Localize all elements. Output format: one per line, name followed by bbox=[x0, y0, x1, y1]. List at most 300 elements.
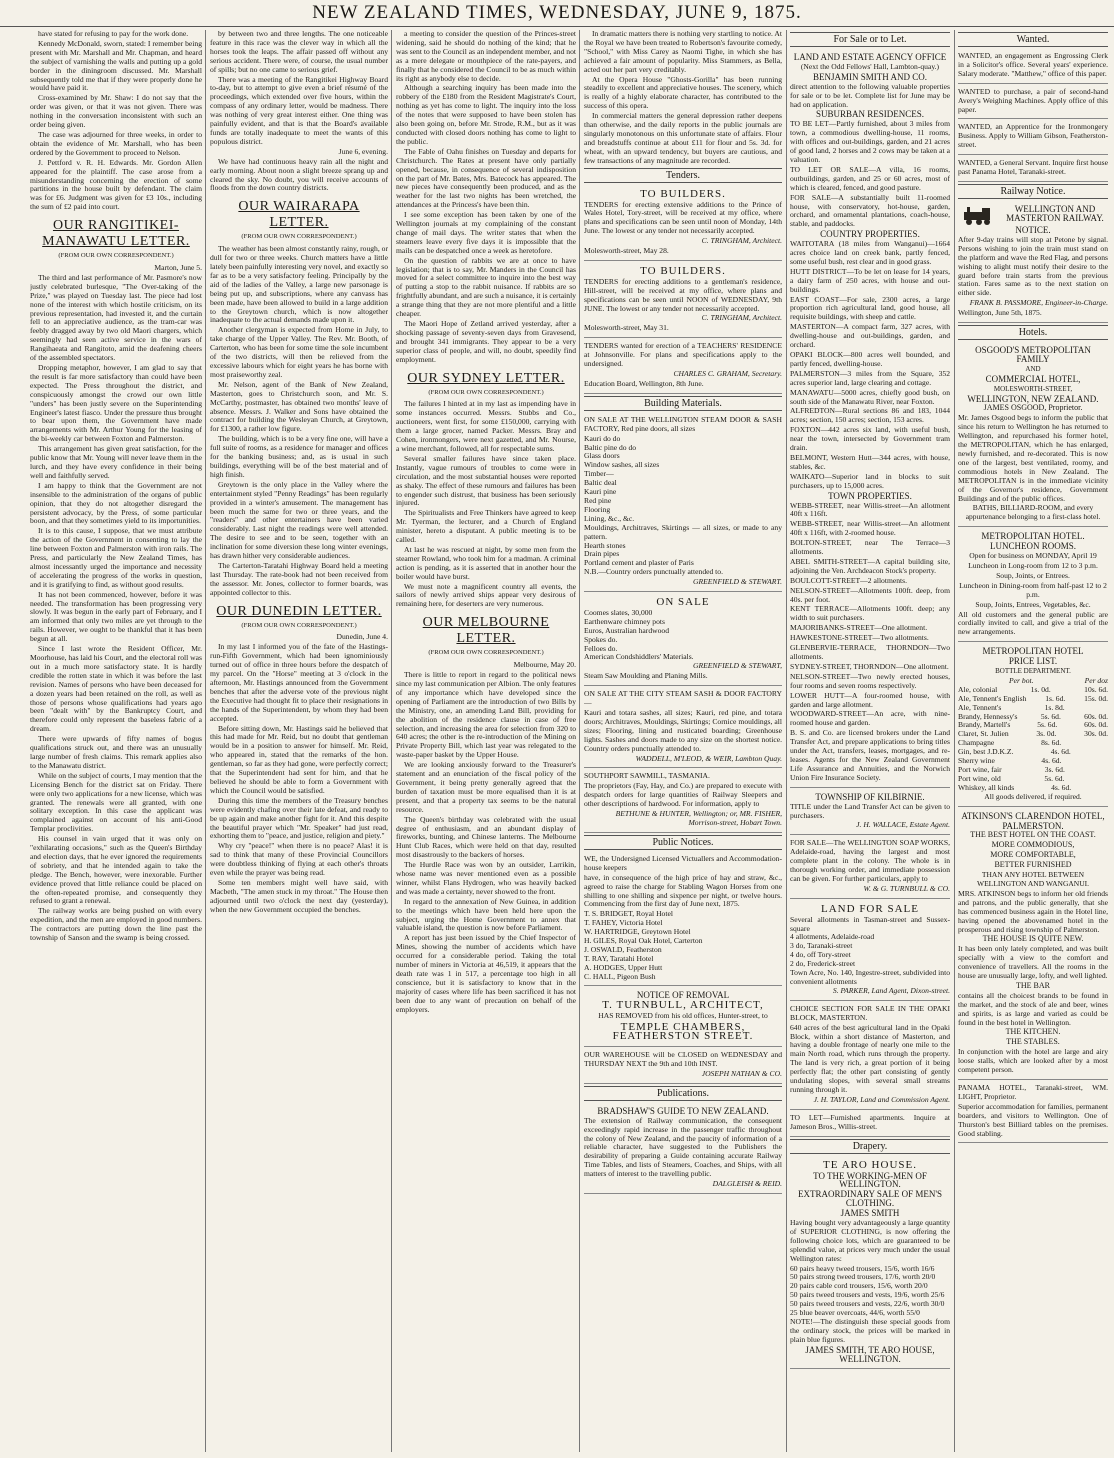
column-rule bbox=[205, 30, 206, 1452]
ad-subhead: TOWN PROPERTIES. bbox=[828, 490, 912, 501]
ad-title: ATKINSON'S CLARENDON HOTEL, bbox=[961, 810, 1105, 821]
section-heading-drapery: Drapery. bbox=[790, 1139, 950, 1154]
price-bottle: 3s. 0d. bbox=[1036, 729, 1057, 739]
ad-text: Superior accommodation for families, permanent boarders, and visitors to Wellington. One of Thurston's best Billiard tables on the premises. Good stabling. bbox=[958, 1101, 1108, 1138]
list-item: 60 pairs heavy tweed trousers, 15/6, worth 16/6 bbox=[790, 1263, 935, 1273]
notice-ad bbox=[584, 853, 782, 986]
paragraph: The Queen's birthday was celebrated with the usual degree of enthusiasm, and an abundant display of fireworks, bunting, and Chinese lanterns. The Melbourne Hunt Club Races, which were held on that day, resulted most disastrously to the backers of horses. bbox=[396, 814, 576, 860]
ad-address: Molesworth-street, May 31. bbox=[584, 323, 669, 333]
ad-note: BATHS, BILLIARD-ROOM, and every appurtenance belonging to a first-class hotel. bbox=[965, 503, 1101, 522]
column-6 bbox=[958, 30, 1108, 1452]
ad-text: After 9-day trains will stop at Petone by signal. Persons wishing to join the train must stand on the platform and wave the Red Flag, and persons wishing to alight must notify their desire to the guard before train starts from the previous station. Fares same as to the next station on either side. bbox=[958, 234, 1108, 298]
property-item: GLENBERVIE-TERRACE, THORNDON—Two allotments. bbox=[790, 643, 950, 661]
ad-note: B. S. and Co. are licensed brokers under the Land Transfer Act, and prepare applications to bring titles under the Act, transfers, leases, mortgages, and re-leases. Agents for the New Zealand Government Life Assurance and Annuities, and the Norwich Union Fire Insurance Society. bbox=[790, 728, 950, 782]
wanted-ad bbox=[958, 86, 1108, 120]
property-item: WAITOTARA (18 miles from Wanganui)—1664 acres choice land on creek bank, partly fenced, some useful bush, rest clear and in good grass. bbox=[790, 239, 950, 266]
section-heading-materials: Building Materials. bbox=[584, 396, 782, 411]
paragraph: The railway works are being pushed on with every expedition, and the men are employed in good numbers. The contractors are putting down the line past the township of Sanson and the swamp is being crossed. bbox=[30, 906, 202, 943]
sawmill-ad bbox=[584, 770, 782, 832]
ad-name: BENJAMIN SMITH AND CO. bbox=[812, 71, 927, 82]
warehouse-notice bbox=[584, 1049, 782, 1084]
byline: (FROM OUR OWN CORRESPONDENT.) bbox=[58, 252, 174, 260]
list-item: 3 do, Taranaki-street bbox=[790, 941, 853, 951]
ad-title: TE ARO HOUSE. bbox=[823, 1158, 917, 1171]
list-item: Lining, &c., &c. bbox=[584, 513, 635, 523]
ad-list bbox=[584, 910, 782, 981]
ad-subhead: COUNTRY PROPERTIES. bbox=[820, 229, 920, 240]
list-item: 4 allotments, Adelaide-road bbox=[790, 932, 875, 942]
ad-signature: DALGLEISH & REID. bbox=[712, 1179, 782, 1189]
paragraph: In my last I informed you of the fate of the Hastings-run-Fifth Government, which had been ignominiously turned out of office in three hours before the despatch of my parcel. On the "Horse" meeting at 3 o'clock in the afternoon, Mr. Hastings announced from the Government benches that after the adverse vote of the previous night the Executive had thought fit to place their resignations in the hands of the Superintendent, by whom they had been accepted. bbox=[210, 642, 388, 723]
ad-note: All old customers and the general public are cordially invited to call, and give a trial of the new arrangements. bbox=[958, 609, 1108, 637]
ad-address: Education Board, Wellington, 8th June. bbox=[584, 378, 704, 388]
ad-subhead: THE BAR bbox=[1016, 980, 1050, 990]
list-item: T. FAHEY, Victoria Hotel bbox=[584, 918, 663, 928]
paragraph: At last he was rescued at night, by some men from the steamer Rowland, who took him for a madman. A criminal action is pending, as it is asserted that in another hour the boiler would have burst. bbox=[396, 544, 576, 581]
price-item: Ale, Tennent's bbox=[958, 702, 1002, 712]
paragraph: The weather has been almost constantly rainy, rough, or dull for two or three weeks. Church matters have a little lately been painfully interesting very novel, and exactly so far as to be a very satisfactory feeling. Principally by the aid of the ladies of the Valley, a large new parsonage is being put up, and subscriptions, where any canvass has been made, have been allowed to build in a large addition to the Greytown church, which is now altogether inadequate to the actual demands made upon it. bbox=[210, 244, 388, 325]
column-rule bbox=[579, 30, 580, 1452]
price-item: Ale, Tennent's English bbox=[958, 693, 1027, 703]
list-item: Timber— bbox=[584, 469, 614, 479]
paragraph: Why cry "peace!" when there is no peace? Alas! it is sad to think that many of these Provincial Councillors were doubtless thinking of flying at each other's throats even while the prayer was being read. bbox=[210, 841, 388, 878]
byline: (FROM OUR OWN CORRESPONDENT.) bbox=[428, 388, 544, 396]
price-item: Sherry wine bbox=[958, 756, 995, 766]
wanted-ad bbox=[958, 50, 1108, 84]
property-item: WEBB-STREET, near Willis-street—An allotment 40ft x 116ft. bbox=[790, 500, 950, 519]
ad-title: METROPOLITAN HOTEL bbox=[982, 646, 1084, 657]
paragraph: I see some exception has been taken by one of the Wellington journals at my complaining of the constant change of mail days. The writer states that when the steamers leave every five days it is impossible that the mails can be despatched once a week as heretofore. bbox=[396, 210, 576, 255]
ad-text: In conjunction with the hotel are large and airy loose stalls, which are looked after by a most competent person. bbox=[958, 1047, 1108, 1075]
ad-list bbox=[790, 1265, 950, 1318]
luncheon-ad bbox=[958, 529, 1108, 642]
section-heading-for-sale: For Sale or to Let. bbox=[790, 32, 950, 47]
price-item: Port wine, old bbox=[958, 773, 1001, 783]
ad-address: Steam Saw Moulding and Planing Mills. bbox=[584, 671, 708, 681]
ad-title: TO BUILDERS. bbox=[640, 264, 726, 277]
list-item: Spokes do. bbox=[584, 634, 618, 644]
list-item: Baltic pine do do bbox=[584, 442, 637, 452]
paragraph: by between two and three lengths. The one noticeable feature in this race was the clever way in which all the horses took the leaps. The affair passed off without any serious accident. There were, of course, the usual number of spills; but no one came to serious grief. bbox=[210, 30, 388, 74]
paragraph: In dramatic matters there is nothing very startling to notice. At the Royal we have been treated to Robertson's favourite comedy, "School," with Miss Carey as Naomi Tighe, in which she has achieved a fair amount of popularity. Miss Stammers, as Bella, acted out her part very creditably. bbox=[584, 30, 782, 74]
ad-subhead: THE STABLES. bbox=[1006, 1037, 1060, 1047]
ad-signature: J. H. WALLACE, Estate Agent. bbox=[856, 820, 950, 830]
property-item: ABEL SMITH-STREET—A capital building site, adjoining the Ven. Archdeacon Stock's property. bbox=[790, 556, 950, 575]
materials-ad bbox=[584, 688, 782, 768]
ad-text: TITLE under the Land Transfer Act can be given to purchasers. bbox=[790, 801, 950, 820]
ad-text: The extension of Railway communication, the consequent exceedingly rapid increase in the passenger traffic throughout the colony of New Zealand, and the paucity of information of a reliable character, have suggested to the Publishers the desirability of preparing a Guide containing accurate Railway Time Tables, and lists of Steamers, Coaches, and Ships, with all matters of interest to the travelling public. bbox=[584, 1115, 782, 1179]
tolet-ad bbox=[790, 1112, 950, 1137]
price-dozen: 10s. 6d. bbox=[1084, 684, 1108, 694]
byline: (FROM OUR OWN CORRESPONDENT.) bbox=[241, 233, 357, 241]
paragraph: We are looking anxiously forward to the Treasurer's statement and an enunciation of the fiscal policy of the Government, it being pretty generally agreed that the burden of taxation must be more equalised than it is at present, and that a property tax seems to be the natural resource. bbox=[396, 760, 576, 814]
publication-ad bbox=[584, 1104, 782, 1194]
price-bottle: 1s. 6d. bbox=[1045, 693, 1066, 703]
list-item: 4 do, off Tory-street bbox=[790, 950, 851, 960]
paragraph: The Fable of Oahu finishes on Tuesday and departs for Christchurch. The Rates at present have only partially opened, because, in consequence of several indisposition on the part of Mr. Bates, Mrs. Batecock has appeared. The new pieces have consequently been produced, and as the weather for the last two nights has been wretched, the attendances at the Princess's have been thin. bbox=[396, 146, 576, 210]
ad-text: 640 acres of the best agricultural land in the Opaki Block, within a short distance of Masterton, and having a double frontage of nearly one mile to the main North road, which runs through the property. The land is very rich, a great portion of it being perfectly flat; the other part consisting of gently undulating slopes, with several small streams running through it. bbox=[790, 1022, 950, 1094]
property-item: HAWKESTONE-STREET—Two allotments. bbox=[790, 633, 929, 643]
paragraph: His counsel in vain urged that it was only on "exhilarating occasions," such as the Queen's Birthday and election days, that he ever ignored the requirements of sobriety, and that he intended again to take the pledge. The Bench, however, were inexorable. Further evidence proved that little reliance could be placed on the often-repeated promise, and consequently they refused to grant a renewal. bbox=[30, 834, 202, 906]
ad-list bbox=[790, 916, 950, 987]
ad-signature: FRANK B. PASSMORE, Engineer-in-Charge. bbox=[969, 298, 1108, 308]
price-bottle: 5s. 6d. bbox=[1044, 773, 1065, 783]
ad-text: WANTED, a General Servant. Inquire first house past Panama Hotel, Taranaki-street. bbox=[958, 158, 1108, 177]
ad-name: JAMES SMITH bbox=[840, 1208, 900, 1219]
column-2 bbox=[210, 30, 388, 1452]
property-item: SYDNEY-STREET, THORNDON—One allotment. bbox=[790, 661, 949, 671]
ad-title: BRADSHAW'S GUIDE TO NEW ZEALAND. bbox=[597, 1105, 769, 1116]
property-item: LOWER HUTT—A four-roomed house, with garden and large allotment. bbox=[790, 690, 950, 709]
price-bottle: 4s. 6d. bbox=[1051, 782, 1072, 792]
ad-name: T. TURNBULL, ARCHITECT, bbox=[602, 999, 764, 1012]
ad-note: NOTE!—The distinguish these special goods from the ordinary stock, the prices will be marked in plain blue figures. bbox=[790, 1317, 950, 1344]
ad-subtitle: (Next the Odd Fellows' Hall, Lambton-quay.) bbox=[800, 61, 940, 71]
list-item: Drain pipes bbox=[584, 549, 620, 559]
property-item: MAJORIBANKS-STREET—One allotment. bbox=[790, 623, 928, 633]
ad-lead: ON SALE AT THE WELLINGTON STEAM DOOR & SASH FACTORY, Red pine doors, all sizes bbox=[584, 414, 782, 433]
ad-text: TENDERS wanted for erection of a TEACHERS' RESIDENCE at Johnsonville. For plans and specifications apply to the undersigned. bbox=[584, 341, 782, 369]
paragraph: Another clergyman is expected from Home in July, to take charge of the Upper Valley. The Rev. Mr. Booth, of Carterton, who has been for some time the sole incumbent of the two districts, will then be relieved from the excessive labours which for eight years he has borne with most praiseworthy zeal. bbox=[210, 325, 388, 379]
dateline: Marton, June 5. bbox=[154, 263, 202, 273]
price-bottle: 8s. 6d. bbox=[1041, 738, 1062, 748]
property-item: TO LET OR SALE—A villa, 16 rooms, outbuildings, garden, and 25 or 60 acres, most of which is cleared, fenced, and good pasture. bbox=[790, 164, 950, 192]
opaki-ad bbox=[790, 1003, 950, 1110]
paragraph: a meeting to consider the question of the Princes-street widening, said he should do nothing of the kind; that he was sent to the Council as an independent member, and not as a mere delegate or mouthpiece of the rate-payers, and finally that he considered the Council to be as much within its right as anybody else to decide. bbox=[396, 30, 576, 83]
property-item: FOXTON—442 acres six land, with useful bush, near the town, intersected by Government tram drain. bbox=[790, 425, 950, 453]
list-item: Several allotments in Tasman-street and Sussex-square bbox=[790, 914, 950, 933]
paragraph: It has not been commenced, however, before it was needed. The transformation has been progressing very slowly. It was begun in the early part of February, and I am informed that only two miles are yet through to the rails. However, we ought to be thankful that it has been begun at all. bbox=[30, 589, 202, 644]
property-item: BOLTON-STREET, near The Terrace—3 allotments. bbox=[790, 538, 950, 557]
section-heading-notices: Public Notices. bbox=[584, 835, 782, 850]
paragraph: Several smaller failures have since taken place. Instantly, vague rumours of troubles to come were in circulation, and the most substantial houses were reported as shaky. The effect of these rumours and failures has been to engender such distrust, that business has been seriously injured. bbox=[396, 453, 576, 508]
ad-lead: PANAMA HOTEL, Taranaki-street, WM. LIGHT, Proprietor. bbox=[958, 1083, 1108, 1101]
ad-line: THAN ANY HOTEL BETWEEN WELLINGTON AND WANGANUI. bbox=[977, 870, 1089, 888]
property-item: HUTT DISTRICT—To be let on lease for 14 years, a dairy farm of 250 acres, with house and out-buildings. bbox=[790, 266, 950, 294]
paragraph: I am happy to think that the Government are not insensible to the administration of the organs of public opinion, that they do not altogether disregard the persistent advocacy, by the Press, of some particular boon, and that they sometimes yield to its importunities. bbox=[30, 480, 202, 526]
ad-text: OUR WAREHOUSE will be CLOSED on WEDNESDAY and THURSDAY NEXT the 9th and 10th INST. bbox=[584, 1050, 782, 1068]
column-4 bbox=[584, 30, 782, 1452]
ad-subtitle: TO THE WORKING-MEN OF WELLINGTON. bbox=[813, 1170, 927, 1190]
removal-notice bbox=[584, 988, 782, 1048]
paragraph: Since I last wrote the Resident Officer, Mr. Moorhouse, has laid his Court, and the electoral roll was out in a much more satisfactory state. It is hardly credible the rotten state in which it was before the last revision. Names of persons who have been deceased for a dozen years had been retained on the roll, as well as those of persons whose qualifications had years ago been "dealt with" by the Bankruptcy Court, and therefore could only represent the baseless fabric of a dream. bbox=[30, 644, 202, 734]
paragraph: The third and last performance of Mr. Pasmore's now justly celebrated burlesque, "The Over-taking of the Prize," was played on Tuesday last. The piece had lost none of the interest with which hostile criticism, on its previous representation, had invested it, and the curtain fell to an appreciative audience, as the tram-car was feebly dragged away by two old Maori chargers, which seemingly had seen active service in the wars of Rangihaeata and Rangitoto, amid the deafening cheers of the assembled spectators. bbox=[30, 272, 202, 363]
list-item: 25 blue beaver overcoats, 44/6, worth 55/0 bbox=[790, 1308, 920, 1318]
ad-text: MRS. ATKINSON begs to inform her old friends and patrons, and the public generally, that she has commenced business again in the Hotel line, having opened the abovenamed hotel in the prosperous and rising township of Palmerston. bbox=[958, 888, 1108, 934]
ad-signature: W. & G. TURNBULL & CO. bbox=[863, 883, 950, 893]
price-bottle: 5s. 6d. bbox=[1037, 720, 1058, 730]
list-item: T. S. BRIDGET, Royal Hotel bbox=[584, 909, 673, 919]
list-item: American Condshiddlers' Materials. bbox=[584, 652, 694, 662]
ad-subtitle: WELLINGTON, NEW ZEALAND. bbox=[967, 393, 1099, 404]
price-list-ad bbox=[958, 644, 1108, 806]
property-item: BOULCOTT-STREET—2 allotments. bbox=[790, 575, 907, 585]
list-item: Earthenware chimney pots bbox=[584, 616, 665, 626]
wanted-ad bbox=[958, 121, 1108, 155]
paragraph: Greytown is the only place in the Valley where the entertainment styled "Penny Readings" has been regularly provided in a winter's amusement. The management has been much the same for two or three years, and the "readers" and other entertainers have been varied considerably. Last night the readings were well attended. The desire to see and to be seen, together with an inclination for some diversion these long winter evenings, has drawn hither very considerable audiences. bbox=[210, 479, 388, 561]
ad-title: LAND AND ESTATE AGENCY OFFICE bbox=[793, 52, 947, 62]
atkinson-hotel-ad bbox=[958, 809, 1108, 1080]
ad-text: WANTED, an Apprentice for the Ironmongery Business. Apply to William Gibson, Featherston-street. bbox=[958, 122, 1108, 150]
ad-text: Mr. James Osgood begs to inform the public that since his return to Wellington he has returned to Wellington, and repurchased his former hotel, the METROPOLITAN, which he has enlarged, newly furnished, and re-decorated. This is now one of the largest, best ventilated, roomy, and commodious hotels in New Zealand. The METROPOLITAN is in the immediate vicinity of the Governor's residence, Government Buildings and of the public offices. bbox=[958, 413, 1108, 503]
property-item: WEBB-STREET, near Willis-street—An allotment 40ft x 116ft, with 2-roomed house. bbox=[790, 519, 950, 538]
ad-text: Soup, Joints, Entrees, Vegetables, &c. bbox=[975, 599, 1091, 609]
paragraph: Although a searching inquiry has been made into the robbery of the £180 from the Resident Magistrate's Court, nothing as yet has come to light. The inquiry into the loss of the notes that were supposed to have been stolen has also been going on, before Mr. Strode, R.M., but as it was conducted with closed doors nothing has come to light to the public. bbox=[396, 83, 576, 146]
te-aro-ad bbox=[790, 1157, 950, 1369]
price-dozen: 30s. 0d. bbox=[1084, 729, 1108, 739]
ad-text: It has been only lately completed, and was built specially with a view to the comfort and convenience of travellers. All the rooms in the house are unusually large, lofty, and well lighted. bbox=[958, 944, 1108, 981]
list-item: Mouldings, Architraves, Skirtings — all sizes, or made to any pattern. bbox=[584, 522, 782, 541]
ad-title: METROPOLITAN HOTEL. bbox=[981, 531, 1085, 542]
property-item: PALMERSTON—3 miles from the Square, 352 acres superior land, large clearing and cottage. bbox=[790, 368, 950, 387]
property-item: OPAKI BLOCK—800 acres well bounded, and partly fenced, dwelling-house. bbox=[790, 350, 950, 368]
paragraph: There were upwards of fifty names of bogus qualifications struck out, and there was an unusually large number of fresh claims. This remark applies also to the Manawatu district. bbox=[30, 734, 202, 770]
ad-subtitle: MOLESWORTH-STREET, bbox=[993, 384, 1073, 393]
column-rule bbox=[391, 30, 392, 1452]
ad-line: BETTER FURNISHED bbox=[994, 860, 1072, 870]
list-item: Felloes do. bbox=[584, 643, 618, 653]
property-item: KENT TERRACE—Allotments 100ft. deep; any width to suit purchasers. bbox=[790, 604, 950, 623]
dateline: Melbourne, May 20. bbox=[513, 660, 576, 670]
ad-list bbox=[584, 435, 782, 569]
paragraph: The Spiritualists and Free Thinkers have agreed to keep Mr. Tyerman, the lecturer, and a Church of England minister, hereto a disputant. A public meeting is to be called. bbox=[396, 508, 576, 545]
ad-subhead: THE KITCHEN. bbox=[1005, 1027, 1061, 1037]
ad-title: OSGOOD'S METROPOLITAN FAMILY bbox=[975, 345, 1091, 364]
list-item: 50 pairs strong tweed trousers, 17/6, worth 20/0 bbox=[790, 1272, 936, 1282]
paragraph: There is little to report in regard to the political news since my last communication per Albion. The only features of any importance which have developed since the opening of Parliament are the introduction of two Bills by the Ministry, one, an amending Land Bill, providing for the abolition of the residence clause in case of free selection, and increasing the area for selection from 320 to 640 acres; the other is the re-introduction of the Mining on Private Property Bill, which last year was relegated to the waste-paper basket by the Upper House. bbox=[396, 670, 576, 760]
ad-title: TO BUILDERS. bbox=[640, 187, 726, 200]
ad-text: Kauri and totara sashes, all sizes; Kauri, red pine, and totara doors; Architraves, Mouldings, Skirtings; Cornice mouldings, all sizes; Flooring, lining and rusticated boarding; Greenhouse lights. Sashes and doors made to any size on the shortest notice. Country orders punctually attended to. bbox=[584, 708, 782, 753]
list-item: Town Acre, No. 140, Ingestre-street, subdivided into convenient allotments bbox=[790, 968, 950, 986]
property-item: MASTERTON—A compact farm, 327 acres, with dwelling-house and out-buildings, garden, and orchard. bbox=[790, 322, 950, 350]
list-item: Coomes slates, 30,000 bbox=[584, 607, 653, 617]
ad-list bbox=[584, 609, 782, 662]
article-heading: OUR RANGITIKEI-MANAWATU LETTER. bbox=[42, 218, 190, 250]
tender-ad bbox=[584, 263, 782, 338]
paragraph: Mr. Nelson, agent of the Bank of New Zealand, Masterton, goes to Christchurch soon, and Mr. S. McCarthy, postmaster, has obtained two months' leave of absence. Messrs. J. Walker and Sons have obtained the contract for building the Wesleyan Church, at Greytown, for £1300, a rather low figure. bbox=[210, 379, 388, 434]
paragraph: At the Opera House "Ghosts-Gorilla" has been running steadily to excellent and appreciative houses. The scenery, which is really of a highly elaborate character, has contributed to the success of this opera. bbox=[584, 74, 782, 111]
ad-signature: CHARLES C. GRAHAM, Secretary. bbox=[673, 369, 782, 378]
column-3 bbox=[396, 30, 576, 1452]
paragraph: It is to this cause, I suppose, that we must attribute the action of the Government in consenting to lay the line between Foxton and Palmerston with iron rails. The Press, and particularly the New Zealand Times, has almost incessantly urged the importance and necessity of accelerating the progress of the works in question, and it is gratifying to find, as without good results. bbox=[30, 526, 202, 589]
list-item: H. GILES, Royal Oak Hotel, Carterton bbox=[584, 936, 703, 946]
property-item: NELSON-STREET—Allotments 100ft. deep, from 40s. per foot. bbox=[790, 585, 950, 604]
paragraph: In regard to the annexation of New Guinea, in addition to the meetings which have been held here upon the subject, urging the Home Government to annex that valuable island, the question is now before Parliament. bbox=[396, 896, 576, 933]
price-item: Brandy, Martell's bbox=[958, 720, 1011, 730]
ad-text: FOR SALE—The WELLINGTON SOAP WORKS, Adelaide-road, having the largest and most complete plant in the colony. The whole is in thorough working order, and immediate possession can be given. For further particulars, apply to bbox=[790, 838, 950, 883]
dateline: June 6, evening. bbox=[338, 146, 388, 156]
ad-signature: GREENFIELD & STEWART, bbox=[693, 661, 782, 671]
price-bottle: 1s. 8d. bbox=[1044, 702, 1065, 712]
property-item: EAST COAST—For sale, 2300 acres, a large proportion rich agricultural land, good house, all requisite buildings, with sheep and cattle. bbox=[790, 294, 950, 322]
property-item: WOODWARD-STREET—An acre, with nine-roomed house and garden. bbox=[790, 709, 950, 728]
property-item: FOR SALE—A substantially built 11-roomed house, with conservatory, hot-house, garden, orchard, and ornamental plantations, coach-house, stable, and paddocks. bbox=[790, 192, 950, 229]
ad-title: TOWNSHIP OF KILBIRNIE. bbox=[815, 791, 925, 802]
dateline: Dunedin, June 4. bbox=[336, 632, 388, 642]
land-ad bbox=[790, 901, 950, 1001]
ad-text: contains all the choicest brands to be found in the market, and the stock of ale and beer, wines and spirits, is as large and varied as could be found in the best hotel in Wellington. bbox=[958, 990, 1108, 1027]
property-item: MANAWATU—5000 acres, chiefly good bush, on south side of the Manawatu River, near Foxton. bbox=[790, 387, 950, 406]
ad-line: MORE COMMODIOUS, bbox=[991, 840, 1075, 850]
price-item: Brandy, Hennessy's bbox=[958, 711, 1018, 721]
paragraph: We must note a magnificent country all events, the sailors of newly arrived ships appear very desirous of remaining here, for deserters are very numerous. bbox=[396, 581, 576, 609]
ad-note: All goods delivered, if required. bbox=[984, 791, 1082, 801]
list-item: Kauri do do bbox=[584, 433, 621, 443]
ad-address: Wellington, June 5th, 1875. bbox=[958, 308, 1042, 318]
list-item: Window sashes, all sizes bbox=[584, 460, 660, 470]
ad-text: Luncheon in Long-room from 12 to 3 p.m. bbox=[968, 560, 1098, 570]
ad-lead: WE, the Undersigned Licensed Victuallers and Accommodation-house keepers bbox=[584, 853, 782, 872]
price-dozen: 60s. 0d. bbox=[1084, 711, 1108, 721]
price-header-cell: Per bot. bbox=[1009, 675, 1034, 685]
ad-text: direct attention to the following valuable properties for sale or to be let. Complete list for June may be had on application. bbox=[790, 81, 950, 109]
byline: (FROM OUR OWN CORRESPONDENT.) bbox=[241, 621, 357, 629]
ad-signature: GREENFIELD & STEWART. bbox=[693, 577, 782, 587]
paragraph: The failures I hinted at in my last as impending have in some instances occurred. Messrs. Stubbs and Co., auctioneers, went first, for some £150,000, carrying with them a large grocer, named Packer. Messrs. Bray and Cohen, ironmongers, were next gazetted, and Mr. Nourse, a wine merchant, followed, all for respectable sums. bbox=[396, 399, 576, 453]
tender-ad bbox=[584, 340, 782, 394]
price-item: Gin, best J.D.K.Z. bbox=[958, 747, 1014, 757]
ad-subhead: THE HOUSE IS QUITE NEW. bbox=[982, 934, 1084, 944]
ad-text: WANTED, an engagement as Engrossing Clerk in a Solicitor's office. Several years' experience. Salary moderate. "Matthew," office of this paper. bbox=[958, 51, 1108, 78]
list-item: 20 pairs cable cord trousers, 15/6, worth 20/0 bbox=[790, 1281, 928, 1291]
ad-footer: JAMES SMITH, TE ARO HOUSE, WELLINGTON. bbox=[805, 1344, 935, 1364]
paragraph: In commercial matters the general depression rather deepens than otherwise, and the daily reports in the public journals are singularly monotonous on this unfortunate state of affairs. Flour and breadstuffs continue at about £11 for flour and 5s. 3d. for wheat, with an upward tendency, but buyers are cautious, and few transactions of any magnitude are recorded. bbox=[584, 111, 782, 165]
price-bottle: 4s. 6d. bbox=[1050, 747, 1071, 757]
column-rule bbox=[954, 30, 955, 1452]
ad-text: Open for business on MONDAY, April 19 bbox=[969, 551, 1097, 561]
materials-ad bbox=[584, 414, 782, 592]
paragraph: Dropping metaphor, however, I am glad to say that the result is far more satisfactory than could have been expected. The Press throughout the district, and conspicuously amongst the crowd our own little "unders" has been justly severe on the Superintending Engineer's latest fiasco. Under the pressure thus brought to bear upon them, the Government have made arrangements with Mr. Arthur Young for the leasing of the bi-weekly car between Foxton and Palmerston. bbox=[30, 363, 202, 444]
railway-notice bbox=[958, 202, 1108, 323]
list-item: Red pine bbox=[584, 495, 612, 505]
list-item: Flooring bbox=[584, 504, 611, 514]
panama-hotel-ad bbox=[958, 1082, 1108, 1143]
ad-lead: CHOICE SECTION FOR SALE IN THE OPAKI BLOCK, MASTERTON. bbox=[790, 1003, 950, 1022]
ad-signature: JOSEPH NATHAN & CO. bbox=[701, 1068, 782, 1078]
list-item: J. OSWALD, Featherston bbox=[584, 944, 662, 954]
ad-signature: C. TRINGHAM, Architect. bbox=[701, 313, 782, 323]
ad-lead: ON SALE AT THE CITY STEAM SASH & DOOR FACTORY— bbox=[584, 689, 782, 708]
ad-address: TEMPLE CHAMBERS, FEATHERSTON STREET. bbox=[612, 1021, 754, 1043]
paragraph: This arrangement has given great satisfaction, for the public know that Mr. Young will never leave them in the lurch, and they have every confidence in their being well and faithfully served. bbox=[30, 444, 202, 480]
paragraph: During this time the members of the Treasury benches were evidently chafing over their late defeat, and ready to be up again and make another fight for it. And this despite the beautiful prayer which "Mr. Speaker" had just read, exhorting them to "peace, and justice, religion and piety." bbox=[210, 795, 388, 841]
list-item: A. HODGES, Upper Hutt bbox=[584, 962, 663, 972]
list-item: Kauri pine bbox=[584, 487, 617, 497]
paragraph: have stated for refusing to pay for the work done. bbox=[38, 30, 189, 38]
price-item: Champagne bbox=[958, 738, 995, 748]
ad-subtitle: EXTRAORDINARY SALE OF MEN'S CLOTHING. bbox=[797, 1189, 943, 1209]
ad-text: have, in consequence of the high price of hay and straw, &c., agreed to raise the charge for Stabling Wagon Horses from one shilling to one shilling and sixpence per night, or twelve hours. Commencing from the first day of June next, 1875. bbox=[584, 872, 782, 909]
ad-title: COMMERCIAL HOTEL, bbox=[985, 373, 1081, 384]
column-5 bbox=[790, 30, 950, 1452]
ad-signature: S. PARKER, Land Agent, Dixon-street. bbox=[832, 985, 950, 995]
article-heading: OUR WAIRARAPA LETTER. bbox=[238, 199, 360, 231]
ad-subtitle: LUNCHEON ROOMS. bbox=[989, 541, 1076, 552]
column-rule bbox=[786, 30, 787, 1452]
ad-title: LAND FOR SALE bbox=[821, 902, 919, 915]
list-item: Glass doors bbox=[584, 451, 620, 461]
ad-text: TENDERS for erecting additions to a gentleman's residence, Hill-street, will be received at my office, where plans and specifications can be seen until NOON of WEDNESDAY, 9th JUNE. The lowest or any tender not necessarily accepted. bbox=[584, 276, 782, 313]
property-item: NELSON-STREET—Two newly erected houses, four rooms and seven rooms respectively. bbox=[790, 671, 950, 690]
ad-lead: SOUTHPORT SAWMILL, TASMANIA. bbox=[584, 771, 710, 781]
paragraph: There was a meeting of the Rangitikei Highway Board to-day, but to attempt to give even a brief résumé of the proceedings, which extended over five hours, within the compass of any ordinary letter, would be madness. There was nothing of very great interest either. One thing was painfully evident, and that is that the Board's available funds are totally inadequate to meet the wants of this populous district. bbox=[210, 74, 388, 146]
paragraph: Some ten members might well have said, with Macbeth, "The amen stuck in my throat." The House then adjourned until two o'clock the next day (yesterday), when the new Government occupied the benches. bbox=[210, 877, 388, 914]
article-heading: OUR DUNEDIN LETTER. bbox=[216, 603, 382, 619]
paragraph: We have had continuous heavy rain all the night and early morning. About noon a slight breeze sprang up and cleared the sky. No doubt, you will receive accounts of floods from the down country districts. bbox=[210, 156, 388, 193]
wanted-ad bbox=[958, 157, 1108, 182]
paragraph: While on the subject of courts, I may mention that the Licensing Bench for the district sat on Friday. There were only two applications for a new license, which was granted. The renewals were all granted, with one solitary exception. In this case the applicant was complained against on account of his anti-Good Templar proclivities. bbox=[30, 770, 202, 834]
article-heading: OUR SYDNEY LETTER. bbox=[407, 370, 565, 386]
paragraph: The Carterton-Taratahi Highway Board held a meeting last Thursday. The rate-book had not been received from the assessor. Mr. Jones, collector to former boards, was appointed collector to this. bbox=[210, 560, 388, 597]
ad-text: TENDERS for erecting extensive additions to the Prince of Wales Hotel, Tory-street, will be received at my office, where plans and specifications can be seen until noon of Monday, 14th June. The lowest or any tender not necessarily accepted. bbox=[584, 199, 782, 236]
materials-ad bbox=[584, 594, 782, 686]
ad-signature: C. TRINGHAM, Architect. bbox=[701, 236, 782, 246]
list-item: Euros, Australian hardwood bbox=[584, 625, 669, 635]
osgood-hotel-ad bbox=[958, 343, 1108, 527]
ad-text: Luncheon in Dining-room from half-past 12 to 2 p.m. bbox=[959, 580, 1107, 599]
column-1 bbox=[30, 30, 202, 1452]
price-item: Port wine, fair bbox=[958, 765, 1002, 774]
ad-signature: J. H. TAYLOR, Land and Commission Agent. bbox=[813, 1094, 950, 1104]
price-bottle: 1s. 0d. bbox=[1030, 684, 1051, 694]
list-item: 2 do, Frederick-street bbox=[790, 959, 856, 969]
paragraph: The Maori Hope of Zetland arrived yesterday, after a shocking passage of seventy-seven days from Gravesend, and brought 341 immigrants. They appear to be a very superior class of people, and will, no doubt, speedily find employment. bbox=[396, 319, 576, 364]
paragraph: The case was adjourned for three weeks, in order to obtain the evidence of Mr. Marshall, who has been ordered by the Government to proceed to Nelson. bbox=[30, 129, 202, 157]
list-item: C. HALL, Pigeon Bush bbox=[584, 971, 656, 981]
ad-subtitle: PALMERSTON. bbox=[1002, 820, 1064, 831]
ad-title: ON SALE bbox=[656, 596, 710, 609]
article-heading: OUR MELBOURNE LETTER. bbox=[422, 615, 550, 647]
list-item: T. RAY, Taratahi Hotel bbox=[584, 953, 654, 963]
ad-name: JAMES OSGOOD, Proprietor. bbox=[983, 403, 1083, 413]
paragraph: Cross-examined by Mr. Shaw: I do not say that the order was given, or that it was not given. There was nothing in the conversation inconsistent with such an order being given. bbox=[30, 93, 202, 130]
section-heading-publications: Publications. bbox=[584, 1086, 782, 1101]
tender-ad bbox=[584, 186, 782, 261]
list-item: 50 pairs tweed trousers and vests, 19/6, worth 25/6 bbox=[790, 1290, 945, 1300]
price-bottle: 3s. 6d. bbox=[1044, 765, 1065, 774]
paragraph: The building, which is to be a very fine one, will have a full suite of rooms, as a residence for manager and offices for the banking business; and, as is usual in such buildings, everything will be of the best material and of high finish. bbox=[210, 434, 388, 479]
ad-note: N.B.—Country orders punctually attended to. bbox=[584, 567, 723, 577]
ad-address: Molesworth-street, May 28. bbox=[584, 246, 669, 256]
list-item: Portland cement and plaster of Paris bbox=[584, 558, 694, 568]
ad-text: HAS REMOVED from his old offices, Hunter-street, to bbox=[598, 1011, 768, 1021]
section-heading-railway: Railway Notice. bbox=[958, 184, 1108, 199]
paragraph: A report has just been issued by the Chief Inspector of Mines, showing the number of accidents which have occurred for a considerable period. Taking the total number of miners in Victoria at 46,519, it appears that the death rate was 1 in 517, a percentage too high in all conscience, but it is satisfactory to know that in the majority of cases where life has been sacrificed it has not been due to any want of precaution on behalf of the employers. bbox=[396, 933, 576, 1014]
ad-subtitle: BOTTLE DEPARTMENT. bbox=[995, 667, 1071, 676]
ad-conjunction: AND bbox=[1025, 364, 1041, 373]
paragraph: J. Pettford v. R. H. Edwards. Mr. Gordon Allen appeared for the plaintiff. The case arose from a misunderstanding concerning the erection of some partitions in the house built by defendant. The claim was for £6. Judgment was given for £3 10s., including the sum of £2 paid into court. bbox=[30, 157, 202, 212]
price-dozen: 15s. 0d. bbox=[1084, 693, 1108, 703]
paragraph: Before sitting down, Mr. Hastings said he believed that this had made for Mr. Reid, but no doubt that gentleman would be in a position to answer for himself. Mr. Reid, who appeared in, stated that the remarks of the hon. gentleman, so far as they had gone, were perfectly correct; that the Superintendent had sent for him, and that he believed he should be able to form a Government with which the Council would be satisfied. bbox=[210, 723, 388, 795]
ad-subhead: SUBURBAN RESIDENCES. bbox=[815, 109, 925, 120]
masthead: NEW ZEALAND TIMES, WEDNESDAY, JUNE 9, 1875. bbox=[0, 0, 1114, 27]
price-item: Claret, St. Julien bbox=[958, 729, 1009, 739]
price-item: Whiskey, all kinds bbox=[958, 782, 1015, 792]
ad-text: Having bought very advantageously a large quantity of SUPERIOR CLOTHING, is now offering the following choice lots, which are guaranteed to be splendid value, at prices very much under the usual Wellington rates: bbox=[790, 1218, 950, 1263]
property-item: BELMONT, Western Hutt—344 acres, with house, stables, &c. bbox=[790, 452, 950, 471]
paragraph: On the question of rabbits we are at once to have legislation; that is to say, Mr. Manders in the Council has moved for a select committee to inquire into the best way of putting a stop to the rabbit nuisance. If rabbits are so frightfully abundant, and are such a nuisance, it is certainly a strange thing that they are not more plentiful and a little cheaper. bbox=[396, 255, 576, 319]
ad-line: THE BEST HOTEL ON THE COAST. bbox=[970, 830, 1096, 840]
ad-subtitle: PRICE LIST. bbox=[1008, 656, 1058, 667]
ad-title: WELLINGTON AND MASTERTON RAILWAY. bbox=[1006, 203, 1104, 223]
ad-text: The proprietors (Fay, Hay, and Co.) are prepared to execute with despatch orders for large quantities of Railway Sleepers and other descriptions of hardwood. For information, apply to bbox=[584, 781, 782, 809]
byline: (FROM OUR OWN CORRESPONDENT.) bbox=[428, 649, 544, 657]
price-bottle: 4s. 6d. bbox=[1041, 756, 1062, 766]
paragraph: Kennedy McDonald, sworn, stated: I remember being present with Mr. Marshall and Mr. Chapman, and heard the subject of varnishing the walls and putting up a gold border in the diningroom discussed. Mr. Marshall subsequently told me that if they were properly done he would have paid it. bbox=[30, 38, 202, 93]
ad-text: Soup, Joints, or Entrees. bbox=[996, 570, 1070, 580]
ad-title: NOTICE OF REMOVAL bbox=[636, 989, 730, 1000]
ad-line: MORE COMFORTABLE, bbox=[990, 850, 1076, 860]
